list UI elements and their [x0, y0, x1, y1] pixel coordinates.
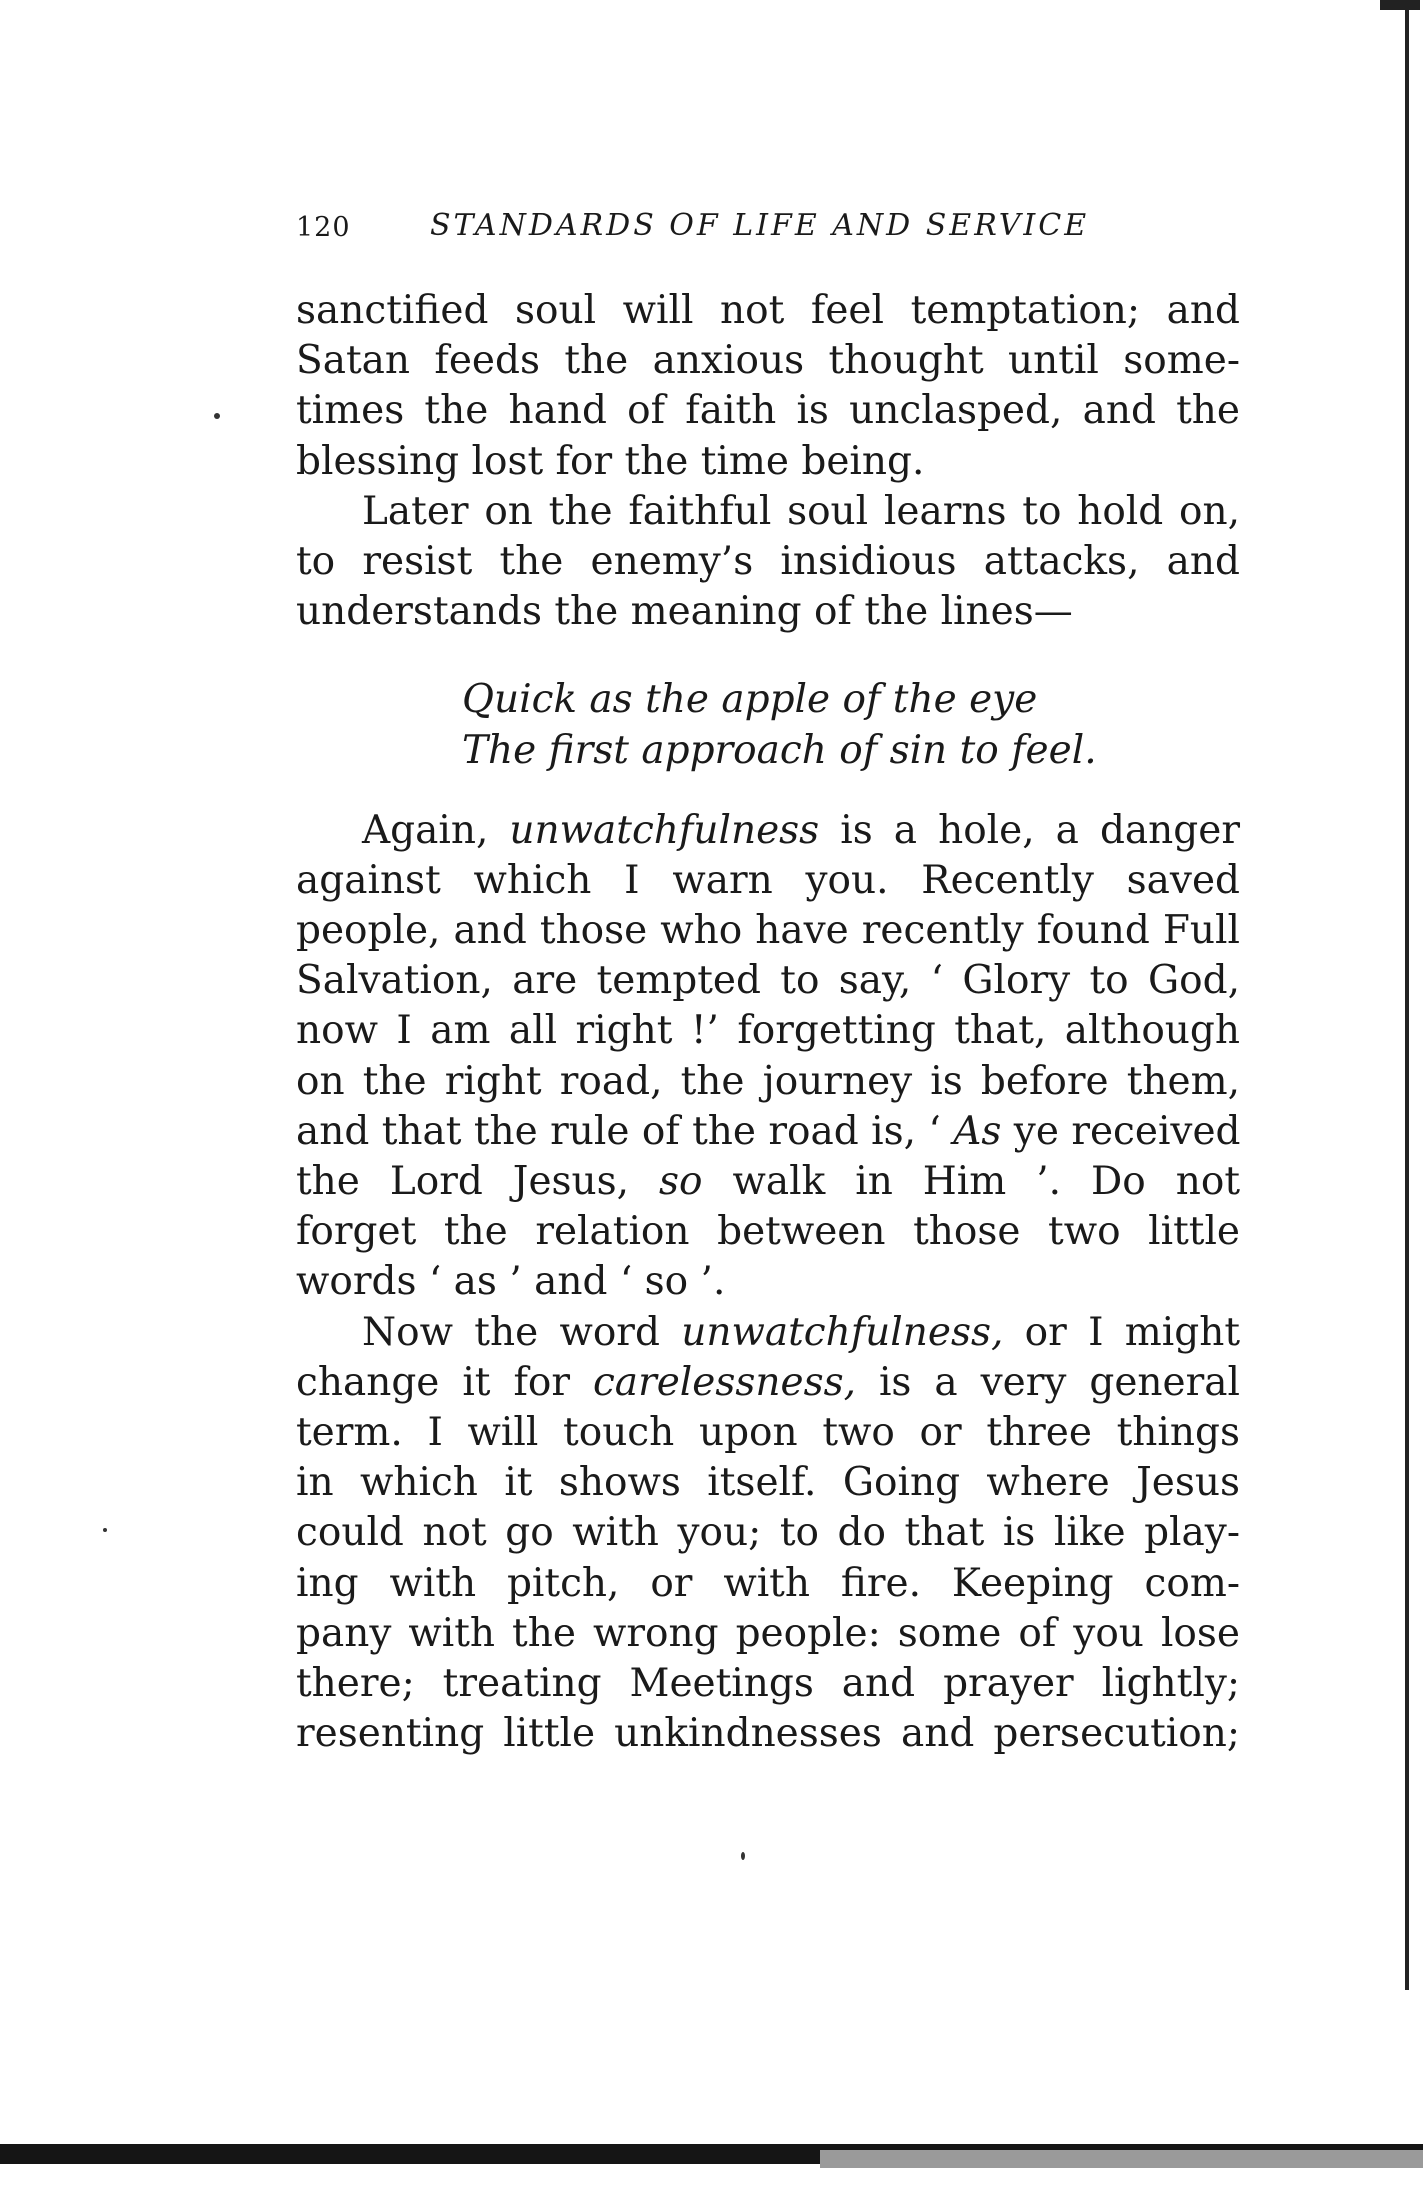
text-line: understands the meaning of the lines— — [296, 589, 1073, 635]
text-line: Salvation, are tempted to say, ‘ Glory to God, — [296, 958, 1240, 1004]
text-line: Now the word unwatchfulness, or I might — [362, 1309, 1240, 1355]
verse-line: Quick as the apple of the eye — [462, 677, 1038, 723]
text-line: there; treating Meetings and prayer lightly; — [296, 1660, 1240, 1706]
text-line: sanctified soul will not feel temptation; and — [296, 288, 1240, 333]
text-line: change it for carelessness, is a very general — [296, 1359, 1240, 1405]
page-edge-line — [1405, 0, 1409, 1990]
text-line: could not go with you; to do that is like play- — [296, 1510, 1240, 1556]
text-line: Again, unwatchfulness is a hole, a danger — [362, 807, 1240, 853]
text-line: against which I warn you. Recently saved — [296, 857, 1240, 903]
bottom-edge-texture — [820, 2150, 1423, 2168]
text-line: pany with the wrong people: some of you lose — [296, 1610, 1240, 1656]
text-line: in which it shows itself. Going where Jesus — [296, 1460, 1240, 1506]
text-line: resenting little unkindnesses and persecution; — [296, 1711, 1240, 1757]
text-line: to resist the enemy’s insidious attacks, and — [296, 538, 1240, 584]
page-number: 120 — [296, 212, 351, 243]
text-line: people, and those who have recently found Full — [296, 908, 1240, 954]
text-line: times the hand of faith is unclasped, and the — [296, 388, 1240, 434]
verse-line: The first approach of sin to feel. — [462, 727, 1097, 773]
text-line: the Lord Jesus, so walk in Him ’. Do not — [296, 1159, 1240, 1204]
text-line: Later on the faithful soul learns to hold on, — [362, 488, 1240, 534]
text-line: term. I will touch upon two or three things — [296, 1409, 1240, 1455]
ink-speck — [103, 1528, 107, 1532]
text-line: blessing lost for the time being. — [296, 438, 925, 484]
text-line: on the right road, the journey is before them, — [296, 1058, 1240, 1104]
running-title: STANDARDS OF LIFE AND SERVICE — [430, 208, 1090, 243]
text-line: and that the rule of the road is, ‘ As ye received — [296, 1108, 1241, 1154]
ink-speck — [214, 413, 220, 419]
text-line: forget the relation between those two little — [296, 1209, 1240, 1255]
text-line: Satan feeds the anxious thought until some- — [296, 338, 1240, 384]
text-line: ing with pitch, or with fire. Keeping com- — [296, 1560, 1240, 1606]
text-line: words ‘ as ’ and ‘ so ’. — [296, 1259, 726, 1305]
page-edge-cap — [1380, 0, 1420, 10]
running-head — [296, 208, 1256, 258]
text-line: now I am all right !’ forgetting that, although — [296, 1008, 1240, 1054]
body-text — [296, 286, 1240, 1759]
ink-speck — [741, 1852, 745, 1860]
